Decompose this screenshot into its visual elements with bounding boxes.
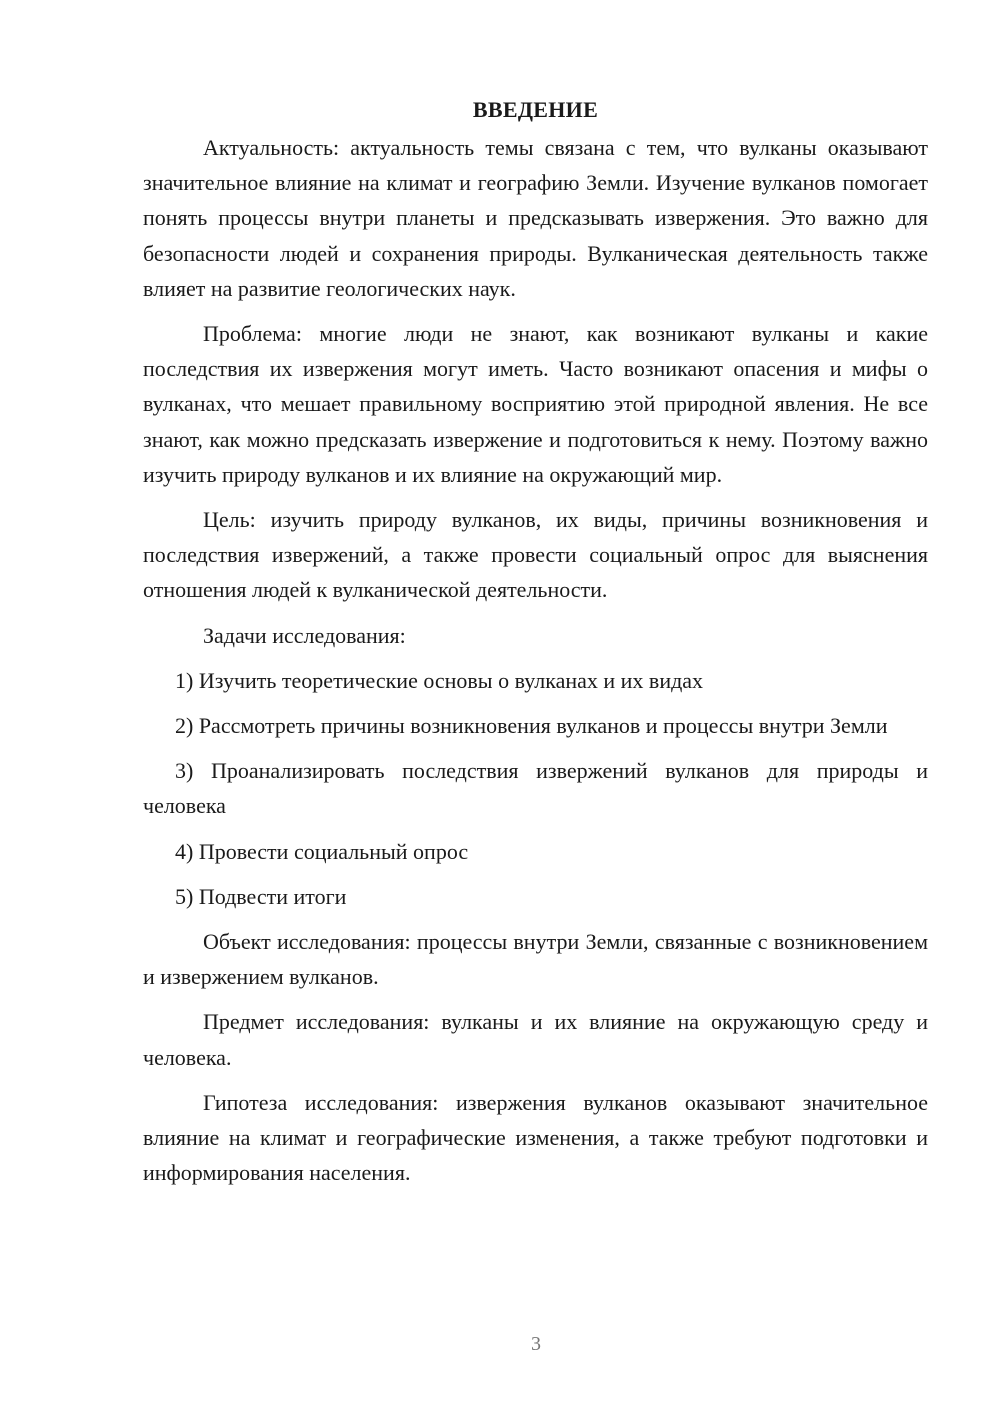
paragraph-object: Объект исследования: процессы внутри Земли, связанные с возникновением и извержением вулканов.: [143, 929, 928, 990]
tasks-list: [143, 663, 928, 914]
paragraph-hypothesis: Гипотеза исследования: извержения вулканов оказывают значительное влияние на климат и географические изменения, а также требуют подготовки и информирования населения.: [143, 1089, 928, 1186]
page-number: 3: [531, 1333, 541, 1355]
list-item: 4) Провести социальный опрос: [175, 838, 469, 864]
document-page: [143, 92, 928, 1200]
list-item: 5) Подвести итоги: [175, 883, 347, 909]
list-item: 3) Проанализировать последствия извержений вулканов для природы и человека: [143, 758, 928, 819]
paragraph-subject: Предмет исследования: вулканы и их влияние на окружающую среду и человека.: [143, 1009, 928, 1070]
tasks-heading: Задачи исследования:: [203, 622, 406, 648]
document-title: ВВЕДЕНИЕ: [472, 97, 599, 122]
paragraph-problem: Проблема: многие люди не знают, как возникают вулканы и какие последствия их извержения могут иметь. Часто возникают опасения и мифы о вулканах, что мешает правильному восприятию этой природной явления. Не все знают, как можно предсказать извержение и подготовиться к нему. Поэтому важно изучить природу вулканов и их влияние на окружающий мир.: [143, 321, 928, 487]
paragraph-relevance: Актуальность: актуальность темы связана с тем, что вулканы оказывают значительное влияние на климат и географию Земли. Изучение вулканов помогает понять процессы внутри планеты и предсказывать извержения. Это важно для безопасности людей и сохранения природы. Вулканическая деятельность также влияет на развитие геологических наук.: [143, 135, 928, 301]
list-item: 1) Изучить теоретические основы о вулканах и их видах: [175, 667, 704, 693]
list-item: 2) Рассмотреть причины возникновения вулканов и процессы внутри Земли: [175, 713, 888, 739]
paragraph-goal: Цель: изучить природу вулканов, их виды, причины возникновения и последствия извержений, а также провести социальный опрос для выяснения отношения людей к вулканической деятельности.: [143, 507, 928, 603]
